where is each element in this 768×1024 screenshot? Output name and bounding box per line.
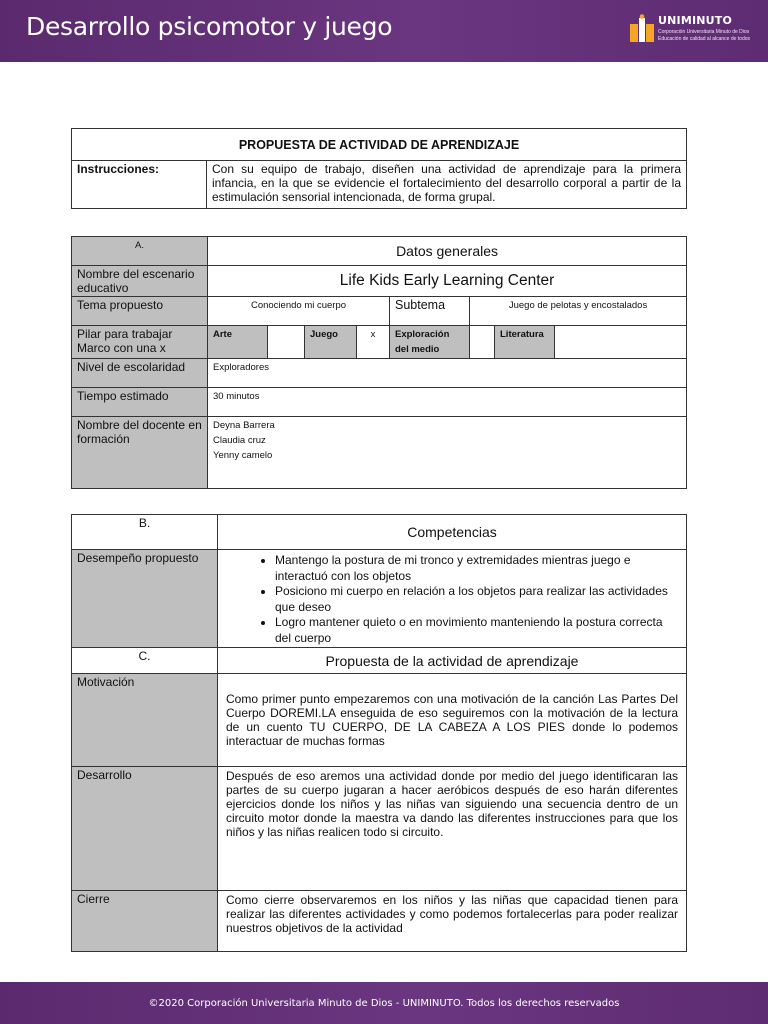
section-a-label: A. [72, 237, 208, 266]
competencias-heading: Competencias [218, 515, 687, 550]
pilar-arte: Arte [208, 326, 268, 359]
docente-list [208, 417, 687, 489]
cierre-text: Como cierre observaremos en los niños y las niñas que capacidad tienen para realizar las diferentes actividades y como podemos fortalecerlas para poder realizar nuestros objetivos de la actividad [218, 891, 687, 952]
escenario-value: Life Kids Early Learning Center [208, 266, 687, 297]
desarrollo-label: Desarrollo [72, 767, 218, 891]
pilar-arte-mark [268, 326, 305, 359]
cierre-label: Cierre [72, 891, 218, 952]
tema-label: Tema propuesto [72, 297, 208, 326]
page-title: Desarrollo psicomotor y juego [26, 12, 393, 41]
docente-name: Yenny camelo [213, 450, 273, 461]
general-data-table [71, 236, 687, 489]
pilar-juego: Juego [305, 326, 357, 359]
pilar-exploracion: Exploración del medio [390, 326, 470, 359]
section-c-label: C. [72, 648, 218, 674]
logo-brand: UNIMINUTO [658, 14, 733, 27]
pilar-label: Pilar para trabajar Marco con una x [72, 326, 208, 359]
docente-name: Claudia cruz [213, 435, 266, 446]
pilar-juego-mark: x [357, 326, 390, 359]
motivacion-label: Motivación [72, 674, 218, 767]
logo-subtitle: Corporación Universitaria Minuto de Dios [658, 29, 750, 35]
propuesta-heading: Propuesta de la actividad de aprendizaje [218, 648, 687, 674]
instructions-label: Instrucciones: [72, 161, 207, 209]
desempeno-list-cell [218, 550, 687, 648]
list-item: • Posiciono mi cuerpo en relación a los objetos para realizar las actividades que deseo [275, 584, 681, 615]
activity-title: PROPUESTA DE ACTIVIDAD DE APRENDIZAJE [72, 129, 687, 161]
subtema-label: Subtema [390, 297, 470, 326]
desempeno-label: Desempeño propuesto [72, 550, 218, 648]
pilar-literatura-mark [555, 326, 687, 359]
desarrollo-text: Después de eso aremos una actividad donde por medio del juego identificaran las partes de su cuerpo jugaran a hacer aeróbicos después de eso harán diferentes ejercicios donde los niños y las niñas van siguiendo una secuencia dentro de un circuito motor donde la maestra va dando las diferentes instrucciones para que los niños y las niñas realicen todo si circuito. [218, 767, 687, 891]
subtema-value: Juego de pelotas y encostalados [470, 297, 687, 326]
activity-title-table [71, 128, 687, 209]
section-b-label: B. [72, 515, 218, 550]
tiempo-value: 30 minutos [208, 388, 687, 417]
docente-label: Nombre del docente en formación [72, 417, 208, 489]
uniminuto-logo [628, 12, 758, 50]
list-item: • Logro mantener quieto o en movimiento manteniendo la postura correcta del cuerpo [275, 615, 681, 646]
tiempo-label: Tiempo estimado [72, 388, 208, 417]
instructions-text: Con su equipo de trabajo, diseñen una actividad de aprendizaje para la primera infancia, en la que se evidencie el fortalecimiento del desarrollo corporal a partir de la estimulación sensorial intencionada, de forma grupal. [207, 161, 687, 209]
general-data-heading: Datos generales [208, 237, 687, 266]
copyright-text: ©2020 Corporación Universitaria Minuto de Dios - UNIMINUTO. Todos los derechos reservados [148, 998, 620, 1009]
pilar-exploracion-mark [470, 326, 495, 359]
docente-name: Deyna Barrera [213, 420, 275, 431]
uniminuto-logo-icon [628, 14, 656, 46]
competencies-table [71, 514, 687, 952]
page-footer [0, 982, 768, 1024]
motivacion-text: Como primer punto empezaremos con una motivación de la canción Las Partes Del Cuerpo DOREMI.LA enseguida de eso seguiremos con la motivación de la lectura de un cuento TU CUERPO, DE LA CABEZA A LOS PIES donde lo podemos interactuar de muchas formas [218, 674, 687, 767]
escenario-label: Nombre del escenario educativo [72, 266, 208, 297]
list-item: • Mantengo la postura de mi tronco y extremidades mientras juego e interactuó con los objetos [275, 553, 681, 584]
nivel-label: Nivel de escolaridad [72, 359, 208, 388]
page-header [0, 0, 768, 62]
tema-value: Conociendo mi cuerpo [208, 297, 390, 326]
desempeno-list [223, 553, 681, 646]
pilar-literatura: Literatura [495, 326, 555, 359]
nivel-value: Exploradores [208, 359, 687, 388]
logo-tagline: Educación de calidad al alcance de todos [658, 36, 751, 42]
